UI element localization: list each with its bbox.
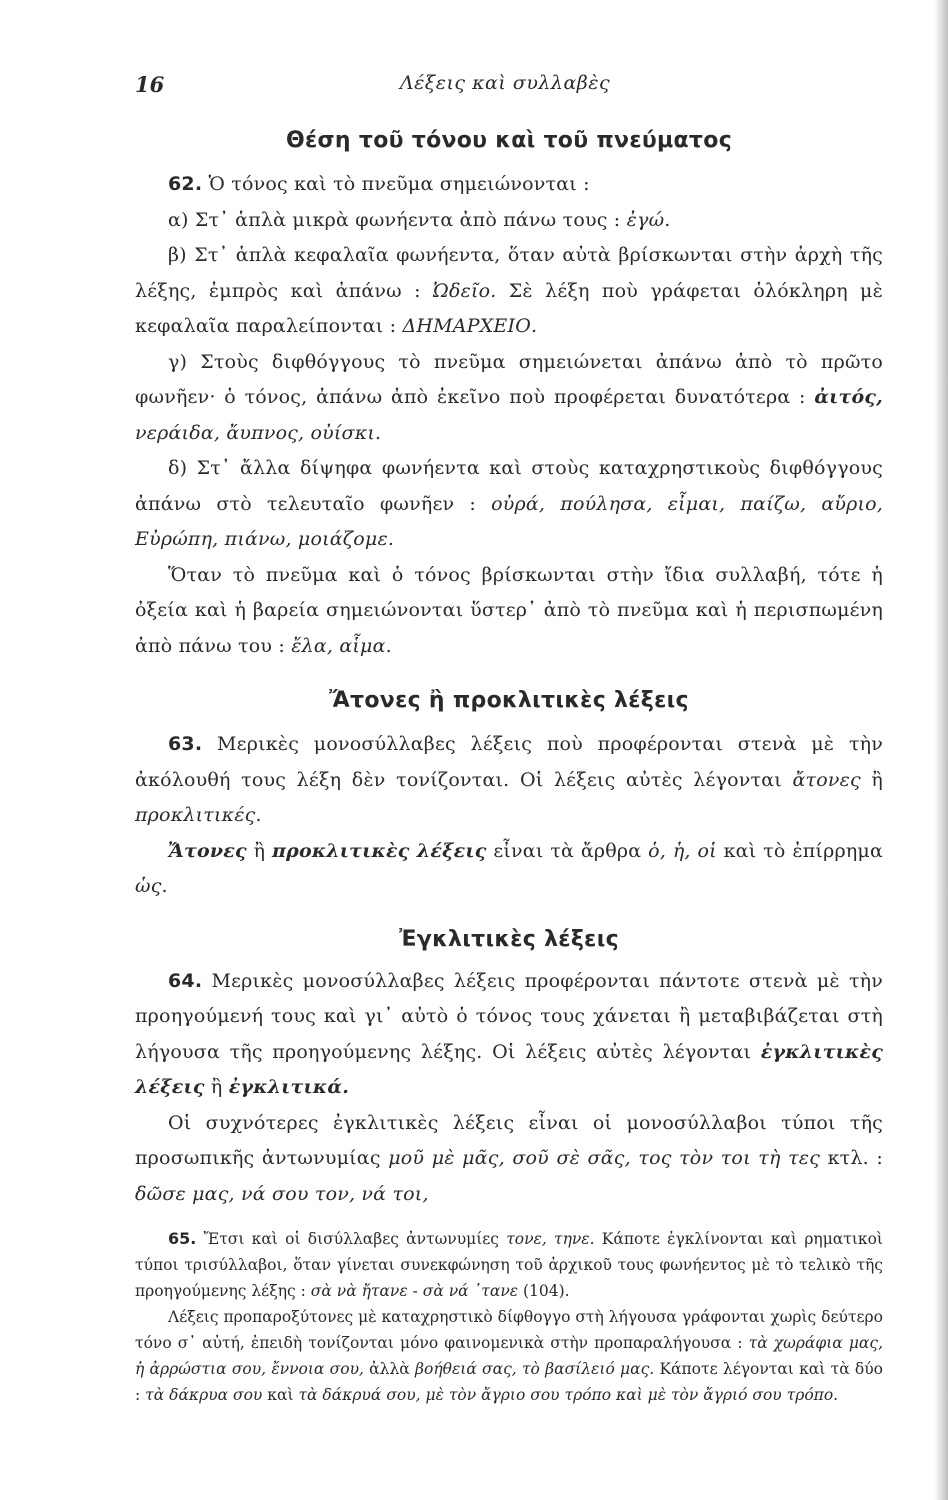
paragraph-64-b [135, 1106, 883, 1213]
paragraph-text: ἢ [860, 768, 883, 791]
note-paragraph-65 [135, 1226, 883, 1304]
example: τὰ δάκρυα σου [145, 1386, 263, 1404]
term: ἐγκλιτικὲς λέξεις [135, 1040, 883, 1098]
term: προκλιτικὲς λέξεις [272, 839, 487, 862]
example: τὰ δάκρυά σου, [298, 1386, 421, 1404]
paragraph-number: 62. [168, 173, 203, 195]
paragraph-text: ἢ [204, 1076, 229, 1098]
paragraph-62 [135, 167, 883, 203]
paragraph-63-b [135, 834, 883, 905]
paragraph-text: α) Στ᾿ ἁπλὰ μικρὰ φωνήεντα ἀπὸ πάνω τους : [168, 208, 627, 231]
paragraph-text: Ὁ τόνος καὶ τὸ πνεῦμα σημειώνονται : [202, 173, 590, 195]
page-body [135, 128, 883, 1408]
example: βοήθειά σας, τὸ βασίλειό μας. [415, 1360, 655, 1378]
term: ἄτονες [792, 768, 861, 791]
note-paragraph-2 [135, 1304, 883, 1408]
note-text: Κάποτε ἐγκλίνονται καὶ ρηματικοὶ τύποι τρισύλλαβοι, ὅταν γίνεται συνεκφώνηση τοῦ ἀρχικοῦ τους φωνήεντος μὲ τὸ τελικὸ τῆς προηγούμενης λέξης : [135, 1230, 884, 1300]
paragraph-text: γ) Στοὺς διφθόγγους τὸ πνεῦμα σημειώνεται ἀπάνω ἀπὸ τὸ πρῶτο φωνῆεν· ὁ τόνος, ἀπάνω ἀπὸ ἐκεῖνο ποὺ προφέρεται δυνατότερα : [135, 350, 883, 408]
example: ὁ, ἡ, οἱ [648, 839, 717, 862]
example: νεράιδα, ἄυπνος, οὐίσκι. [135, 421, 382, 444]
running-title: Λέξεις καὶ συλλαβὲς [399, 72, 611, 94]
note-text: Κάποτε λέγονται καὶ τὰ δύο : [135, 1360, 884, 1404]
paragraph-number: 63. [168, 733, 203, 755]
paragraph-64 [135, 964, 883, 1106]
example: δῶσε μας, νά σου τον, νά τοι, [135, 1182, 429, 1205]
paragraph-62-c [135, 345, 883, 452]
section-heading-proclitics: Ἄτονες ἢ προκλιτικὲς λέξεις [329, 688, 689, 713]
paragraph-text: Σὲ λέξη ποὺ γράφεται ὁλόκληρη μὲ κεφαλαῖα παραλείπονται : [135, 279, 883, 337]
paragraph-text: καὶ τὸ ἐπίρρημα [716, 839, 883, 862]
paragraph-text: Μερικὲς μονοσύλλαβες λέξεις ποὺ προφέρονται στενὰ μὲ τὴν ἀκόλουθή τους λέξη δὲν τονίζονται. Οἱ λέξεις αὐτὲς λέγονται [135, 733, 883, 791]
paragraph-62-d [135, 451, 883, 558]
paragraph-62-b [135, 238, 883, 345]
example: Ὠδεῖο. [433, 279, 497, 302]
section-heading-enclitics: Ἐγκλιτικὲς λέξεις [399, 926, 619, 952]
running-head [135, 72, 875, 100]
example: ἐγώ. [626, 208, 671, 231]
paragraph-text: β) Στ᾿ ἁπλὰ κεφαλαῖα φωνήεντα, ὅταν αὐτὰ βρίσκωνται στὴν ἀρχὴ τῆς λέξης, ἐμπρὸς καὶ ἀπάνω : [135, 244, 883, 302]
paragraph-text: Ὅταν τὸ πνεῦμα καὶ ὁ τόνος βρίσκωνται στὴν ἴδια συλλαβή, τότε ἡ ὀξεία καὶ ἡ βαρεία σημειώνονται ὕστερ᾿ ἀπὸ τὸ πνεῦμα καὶ ἡ περισπωμένη ἀπὸ πάνω του : [135, 563, 883, 657]
example: ΔΗΜΑΡΧΕΙΟ. [402, 315, 538, 337]
paragraph-number: 64. [168, 969, 203, 992]
note-text: καὶ [262, 1386, 299, 1404]
note-text: ἀλλὰ [363, 1360, 416, 1378]
page-edge-shadow [934, 0, 948, 1500]
note-block [135, 1226, 883, 1408]
example: οὐρά, πούλησα, εἶμαι, παίζω, αὔριο, Εὐρώπη, πιάνω, μοιάζομε. [135, 492, 883, 550]
paragraph-text: ἢ [246, 839, 272, 862]
example: μοῦ μὲ μᾶς, σοῦ σὲ σᾶς, τος τὸν τοι τὴ τες [388, 1147, 821, 1169]
example: μὲ τὸν ἄγριο σου τρόπο καὶ μὲ τὸν ἄγριό σου τρόπο. [420, 1386, 839, 1404]
example: ὡς. [135, 875, 168, 897]
paragraph-number: 65. [168, 1229, 197, 1248]
note-text: (104). [518, 1282, 570, 1300]
note-text: Ἔτσι καὶ οἱ δισύλλαβες ἀντωνυμίες [196, 1230, 507, 1248]
note-text: Λέξεις προπαροξύτονες μὲ καταχρηστικὸ δίφθογγο στὴ λήγουσα γράφονται χωρὶς δεύτερο τόνο σ᾿ αὐτή, ἐπειδὴ τονίζονται μόνο φαινομενικὰ στὴν προπαραλήγουσα : [135, 1308, 883, 1352]
paragraph-text: εἶναι τὰ ἄρθρα [486, 839, 649, 862]
paragraph-text: Μερικὲς μονοσύλλαβες λέξεις προφέρονται πάντοτε στενὰ μὲ τὴν προηγούμενή τους καὶ γι᾿ αὐτὸ ὁ τόνος τους χάνεται ἢ μεταβιβάζεται στὴ λήγουσα τῆς προηγούμενης λέξης. Οἱ λέξεις αὐτὲς λέγονται [135, 969, 883, 1063]
page-number: 16 [135, 72, 165, 97]
example: ἀιτός, [814, 386, 883, 408]
example: ἔλα, αἷμα. [291, 634, 392, 657]
term: ἐγκλιτικά. [228, 1076, 350, 1098]
example: τὰ χωράφια μας, ἡ ἀρρώστια σου, ἔννοια σου, [135, 1334, 883, 1378]
section-heading-tone-breathing: Θέση τοῦ τόνου καὶ τοῦ πνεύματος [285, 128, 733, 153]
example: σὰ νὰ ἤτανε - σὰ νά ᾽τανε [310, 1282, 519, 1300]
paragraph-63 [135, 727, 883, 834]
paragraph-62-a [135, 203, 883, 239]
paragraph-62-e [135, 558, 883, 665]
term: Ἄτονες [168, 839, 247, 862]
example: τονε, τηνε. [506, 1230, 595, 1248]
paragraph-text: Οἱ συχνότερες ἐγκλιτικὲς λέξεις εἶναι οἱ μονοσύλλαβοι τύποι τῆς προσωπικῆς ἀντωνυμίας [135, 1111, 883, 1169]
paragraph-text: κτλ. : [820, 1147, 883, 1169]
term: προκλιτικές. [135, 804, 262, 826]
paragraph-text: δ) Στ᾿ ἄλλα δίψηφα φωνήεντα καὶ στοὺς καταχρηστικοὺς διφθόγγους ἀπάνω στὸ τελευταῖο φωνῆεν : [135, 457, 883, 515]
